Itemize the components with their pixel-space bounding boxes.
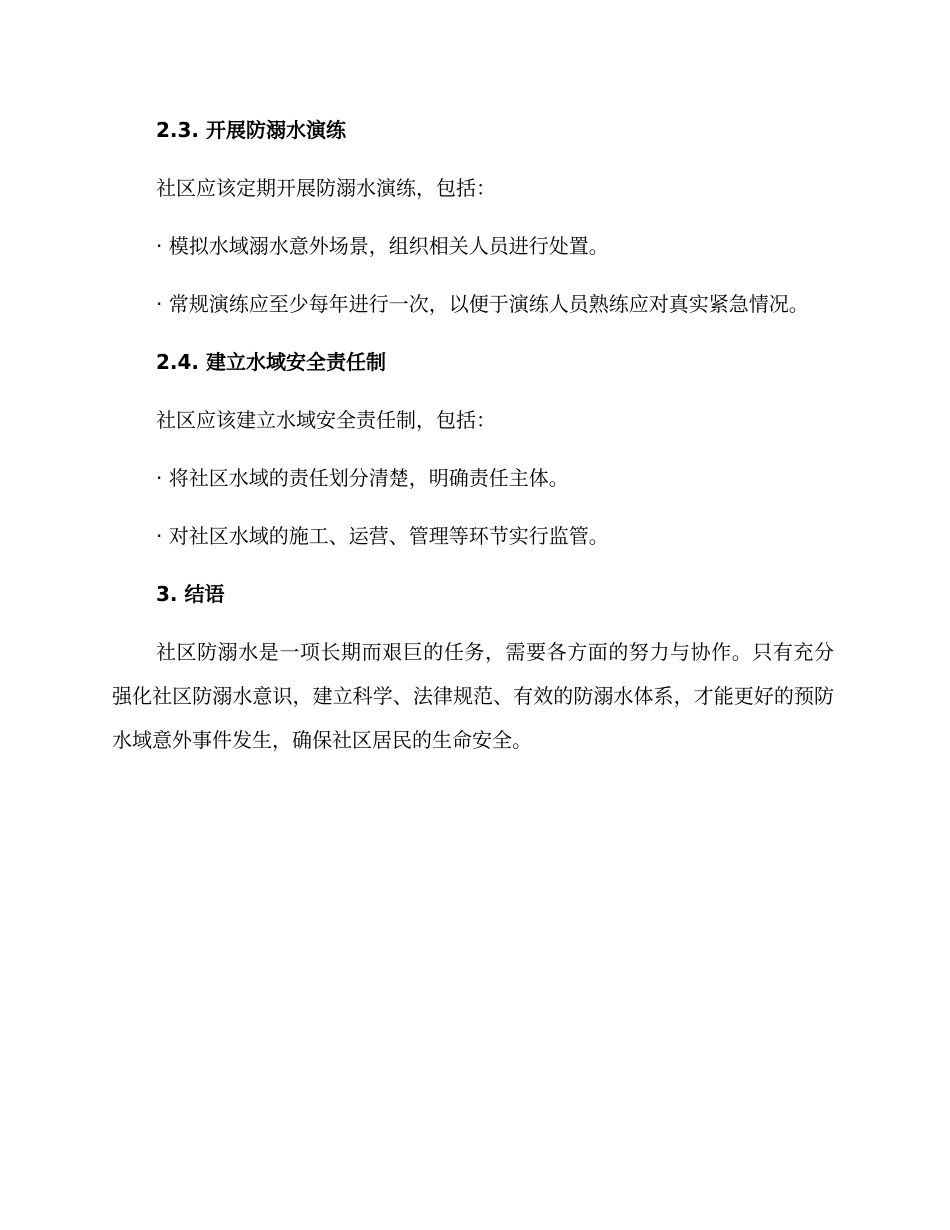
bullet-item: · 对社区水域的施工、运营、管理等环节实行监管。 (156, 524, 609, 548)
section-intro: 社区应该建立水域安全责任制，包括： (156, 408, 496, 432)
section-intro: 社区应该定期开展防溺水演练，包括： (156, 176, 496, 200)
section-heading-drowning-drill: 2.3. 开展防溺水演练 (156, 118, 346, 142)
section-heading-conclusion: 3. 结语 (156, 582, 225, 606)
bullet-item: · 常规演练应至少每年进行一次，以便于演练人员熟练应对真实紧急情况。 (156, 292, 809, 316)
bullet-item: · 将社区水域的责任划分清楚，明确责任主体。 (156, 466, 569, 490)
bullet-item: · 模拟水域溺水意外场景，组织相关人员进行处置。 (156, 234, 609, 258)
section-heading-safety-responsibility: 2.4. 建立水域安全责任制 (156, 350, 386, 374)
document-content (112, 108, 834, 776)
conclusion-paragraph: 社区防溺水是一项长期而艰巨的任务，需要各方面的努力与协作。只有充分强化社区防溺水意识，建立科学、法律规范、有效的防溺水体系，才能更好的预防水域意外事件发生，确保社区居民的生命安全。 (112, 640, 834, 752)
